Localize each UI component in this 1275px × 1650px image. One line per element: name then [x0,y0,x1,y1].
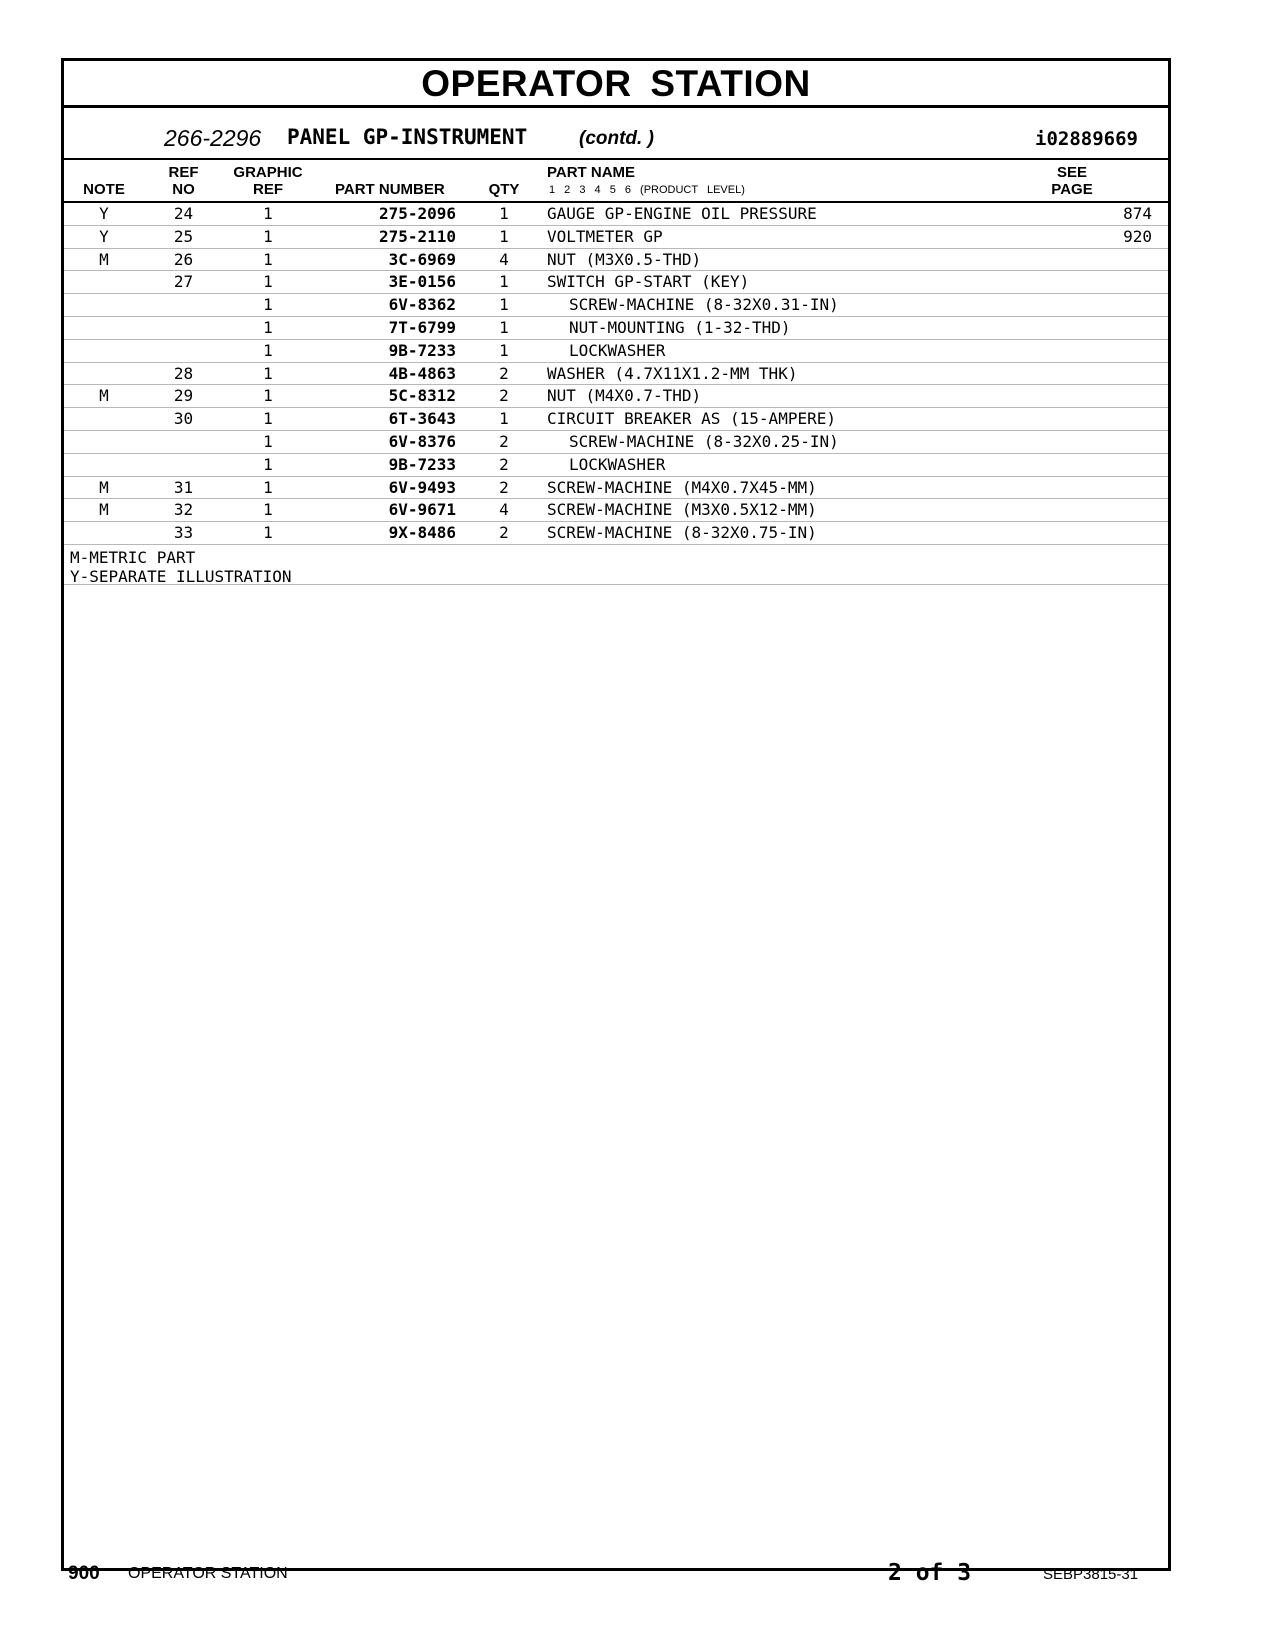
part-number-cell: 275-2110 [378,226,456,246]
group-name: PANEL GP-INSTRUMENT [287,125,528,149]
page-number: 900 [68,1563,100,1584]
table-row [64,271,1168,294]
table-row [64,477,1168,500]
part-number-cell: 5C-8312 [388,386,456,406]
col-ref-1: REF [168,164,199,181]
part-name-cell: SCREW-MACHINE (8-32X0.75-IN) [547,523,817,543]
note-cell: Y [99,204,109,223]
part-name-cell: GAUGE GP-ENGINE OIL PRESSURE [547,204,817,223]
table-row [64,385,1168,408]
ref-cell: 32 [173,500,194,520]
part-name-cell: CIRCUIT BREAKER AS (15-AMPERE) [547,409,836,429]
graphic-cell: 1 [263,386,273,406]
group-number: 266-2296 [164,125,262,151]
graphic-cell: 1 [263,204,273,223]
graphic-cell: 1 [263,500,273,520]
graphic-cell: 1 [263,523,273,543]
ref-cell: 31 [173,477,194,497]
part-number-cell: 6V-9671 [388,500,456,520]
legend-separate: Y-SEPARATE ILLUSTRATION [70,566,292,586]
qty-cell: 1 [499,295,509,315]
part-name-cell: LOCKWASHER [569,340,666,360]
document-number: SEBP3815-31 [1043,1566,1139,1583]
part-number-cell: 6V-9493 [388,477,456,497]
page-footer [0,1560,1275,1603]
continued-label: (contd. ) [579,128,654,149]
part-name-cell: NUT (M4X0.7-THD) [547,386,702,406]
table-row [64,363,1168,386]
part-number-cell: 6V-8376 [388,431,456,451]
table-row [64,317,1168,340]
qty-cell: 4 [499,500,509,520]
col-part-name: PART NAME [547,164,636,181]
qty-cell: 1 [499,317,509,337]
part-number-cell: 275-2096 [378,204,456,223]
part-name-cell: VOLTMETER GP [547,226,663,246]
ref-cell: 27 [173,272,194,292]
col-see-1: SEE [1056,164,1087,181]
ref-cell: 28 [173,363,194,383]
qty-cell: 2 [499,477,509,497]
table-row [64,454,1168,477]
table-row [64,249,1168,272]
part-name-cell: NUT-MOUNTING (1-32-THD) [569,317,791,337]
col-graphic-2: REF [253,181,283,198]
qty-cell: 1 [499,204,509,223]
table-row [64,226,1168,249]
ref-cell: 29 [173,386,194,406]
group-header [64,108,1168,160]
graphic-cell: 1 [263,317,273,337]
qty-cell: 2 [499,363,509,383]
col-see-2: PAGE [1051,181,1093,198]
table-row [64,431,1168,454]
graphic-cell: 1 [263,454,273,474]
table-row [64,203,1168,226]
parts-list [64,203,1168,545]
part-number-cell: 7T-6799 [388,317,456,337]
graphic-cell: 1 [263,431,273,451]
part-name-cell: SWITCH GP-START (KEY) [547,272,750,292]
part-number-cell: 9B-7233 [388,340,456,360]
column-headers [64,160,1168,203]
part-number-cell: 3E-0156 [388,272,456,292]
footer-section: OPERATOR STATION [128,1565,288,1582]
graphic-cell: 1 [263,272,273,292]
table-row [64,522,1168,545]
note-cell: M [99,500,109,520]
qty-cell: 1 [499,409,509,429]
notes-legend [64,545,1168,585]
page-title: OPERATOR STATION [64,61,1168,108]
qty-cell: 2 [499,431,509,451]
graphic-cell: 1 [263,477,273,497]
ref-cell: 26 [173,249,194,269]
illustration-id: i02889669 [1035,128,1138,150]
graphic-cell: 1 [263,226,273,246]
col-part-number: PART NUMBER [335,181,445,198]
table-row [64,499,1168,522]
part-name-cell: SCREW-MACHINE (M4X0.7X45-MM) [547,477,817,497]
part-name-cell: SCREW-MACHINE (8-32X0.25-IN) [569,431,839,451]
see-page-cell: 874 [1123,204,1152,223]
table-row [64,408,1168,431]
graphic-cell: 1 [263,249,273,269]
graphic-cell: 1 [263,295,273,315]
note-cell: M [99,249,109,269]
part-number-cell: 9X-8486 [388,523,456,543]
part-number-cell: 4B-4863 [388,363,456,383]
note-cell: M [99,386,109,406]
ref-cell: 24 [173,204,194,223]
parts-sheet [61,58,1171,1571]
col-product-levels: 1 2 3 4 5 6 (PRODUCT LEVEL) [549,184,745,196]
col-qty: QTY [488,181,520,198]
col-note: NOTE [83,181,125,198]
col-graphic-1: GRAPHIC [233,164,303,181]
qty-cell: 2 [499,454,509,474]
part-number-cell: 6V-8362 [388,295,456,315]
qty-cell: 2 [499,386,509,406]
part-number-cell: 3C-6969 [388,249,456,269]
graphic-cell: 1 [263,363,273,383]
qty-cell: 1 [499,226,509,246]
part-name-cell: SCREW-MACHINE (M3X0.5X12-MM) [547,500,817,520]
see-page-cell: 920 [1123,226,1152,246]
graphic-cell: 1 [263,340,273,360]
qty-cell: 4 [499,249,509,269]
part-name-cell: WASHER (4.7X11X1.2-MM THK) [547,363,798,383]
table-row [64,340,1168,363]
col-ref-2: NO [172,181,195,198]
ref-cell: 33 [173,523,194,543]
legend-metric: M-METRIC PART [70,547,196,567]
sheet-count: 2 of 3 [888,1560,972,1586]
graphic-cell: 1 [263,409,273,429]
part-name-cell: SCREW-MACHINE (8-32X0.31-IN) [569,295,839,315]
part-name-cell: NUT (M3X0.5-THD) [547,249,702,269]
ref-cell: 25 [173,226,194,246]
part-number-cell: 9B-7233 [388,454,456,474]
ref-cell: 30 [173,409,194,429]
qty-cell: 1 [499,340,509,360]
qty-cell: 2 [499,523,509,543]
part-name-cell: LOCKWASHER [569,454,666,474]
table-row [64,294,1168,317]
qty-cell: 1 [499,272,509,292]
part-number-cell: 6T-3643 [388,409,456,429]
note-cell: M [99,477,109,497]
note-cell: Y [99,226,109,246]
